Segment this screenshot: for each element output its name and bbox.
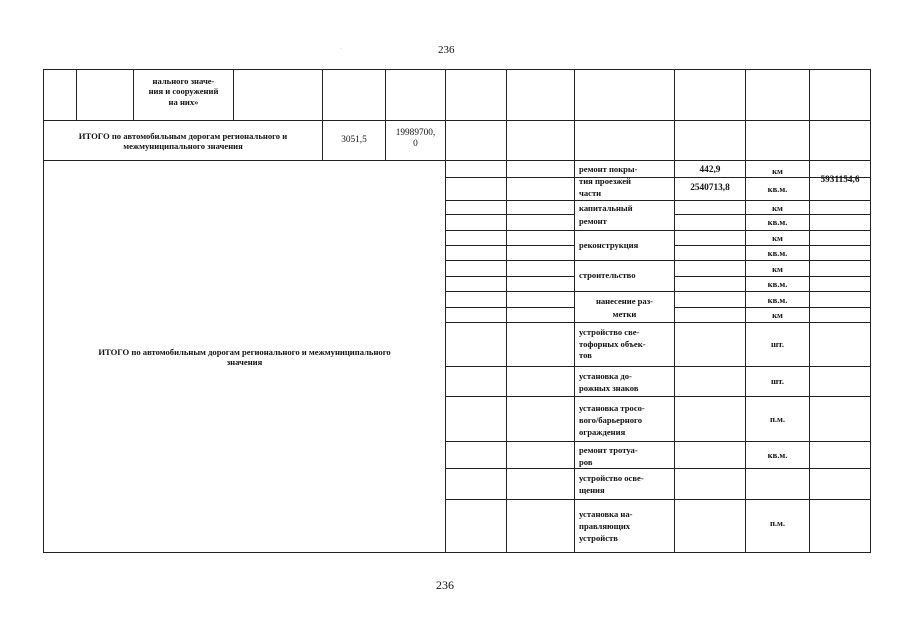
total-row-1-cost: 19989700, 0 [395,128,436,149]
unit-label: км [772,166,783,176]
unit-label: кв.м. [767,248,788,258]
work-name: ремонт тротуа- ров [579,445,638,467]
total-row-2-label: ИТОГО по автомобильным дорогам регионального и межмуниципального значения [98,347,391,368]
work-name: реконструкция [579,240,639,250]
unit-label: км [772,203,783,213]
unit-label: кв.м. [767,295,788,305]
work-name: установка на- правляющих устройств [579,509,633,543]
unit-label: кв.м. [767,184,788,194]
unit-label: п.м. [769,414,786,424]
header-fragment: нального значе- ния и сооружений на них» [148,76,219,107]
work-name: установка до- рожных знаков [579,371,639,393]
unit-label: км [772,310,783,320]
work-name: устройство све- тофорных объек- тов [579,327,646,360]
page-number-top: 236 [438,44,455,56]
work-name: установка тросо- вого/барьерного ограждения [579,403,645,437]
unit-label: кв.м. [767,217,788,227]
grand-total-value: 5931154,6 [820,175,860,185]
work-name: устройство осве- щения [579,473,644,495]
work-name: нанесение раз- метки [595,296,654,319]
work-name: капитальный ремонт [579,203,633,226]
scan-dot: · [340,46,342,52]
unit-label: шт. [771,339,784,349]
unit-label: кв.м. [767,450,788,460]
unit-label: кв.м. [767,279,788,289]
total-row-1-length: 3051,5 [341,135,367,145]
total-row-1-label: ИТОГО по автомобильным дорогам регионального и межмуниципального значения [78,131,288,152]
work-name: строительство [579,270,636,280]
unit-label: км [772,264,783,274]
unit-label: п.м. [769,518,786,528]
work-name: ремонт покры- тия проезжей части [579,164,638,198]
unit-label: км [772,233,783,243]
work-value: 442,9 [699,165,721,175]
unit-label: шт. [771,376,784,386]
work-value: 2540713,8 [690,183,730,193]
page-number-bottom: 236 [436,578,454,592]
